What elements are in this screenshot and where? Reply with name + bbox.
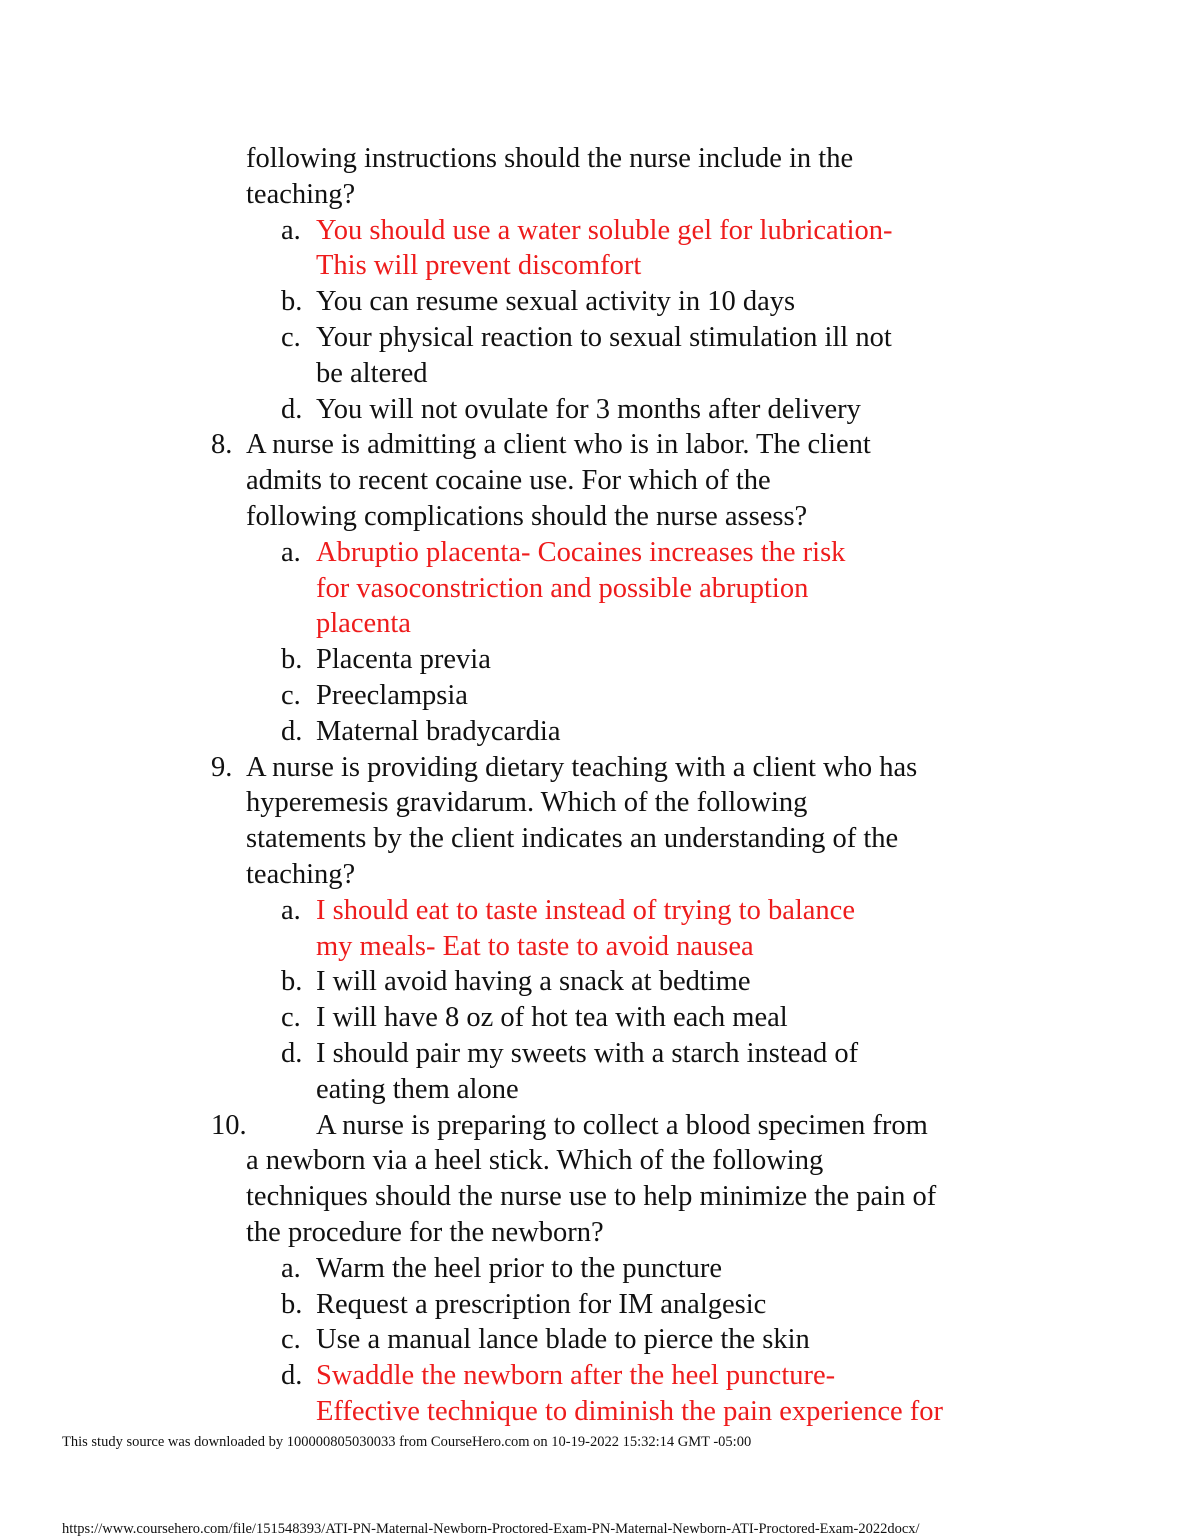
answer-option-a [0,1251,1190,1287]
download-source-notice: This study source was downloaded by 100000805030033 from CourseHero.com on 10-19-2022 15:32:14 GMT -05:00 [62,1434,752,1450]
option-letter: d. [281,1360,303,1392]
question-stem-line: A nurse is providing dietary teaching with a client who has [246,751,918,783]
correct-answer-text: my meals- Eat to taste to avoid nausea [316,930,754,962]
question-stem-line: following complications should the nurse assess? [246,500,808,532]
correct-answer-text: placenta [316,608,411,640]
option-letter: a. [281,1252,301,1284]
option-letter: b. [281,286,303,318]
option-letter: d. [281,393,303,425]
correct-answer-text: You should use a water soluble gel for lubrication- [316,214,893,246]
correct-answer-text: Swaddle the newborn after the heel puncture- [316,1360,836,1392]
question-8 [0,427,1190,749]
option-text: I will avoid having a snack at bedtime [316,966,751,998]
option-letter: b. [281,1288,303,1320]
option-text: Preeclampsia [316,679,468,711]
answer-option-b [0,1287,1190,1323]
answer-option-a [0,535,1190,642]
answer-option-b [0,284,1190,320]
source-url[interactable]: https://www.coursehero.com/file/151548393/ATI-PN-Maternal-Newborn-Proctored-Exam-PN-Maternal-Newborn-ATI-Proctored-Exam-2022docx/ [62,1521,920,1537]
question-stem-line: the procedure for the newborn? [246,1216,604,1248]
question-stem-line: teaching? [246,858,356,890]
option-text: I will have 8 oz of hot tea with each meal [316,1002,788,1034]
correct-answer-text: for vasoconstriction and possible abruption [316,572,809,604]
question-stem-line: A nurse is admitting a client who is in labor. The client [246,429,871,461]
option-letter: d. [281,1037,303,1069]
question-content [0,141,1190,1430]
option-letter: b. [281,966,303,998]
answer-option-b [0,964,1190,1000]
question-stem-line: teaching? [246,178,356,210]
correct-answer-text: Effective technique to diminish the pain experience for [316,1395,944,1427]
answer-option-c [0,678,1190,714]
question-stem-line: hyperemesis gravidarum. Which of the following [246,787,808,819]
option-text: I should pair my sweets with a starch instead of [316,1037,859,1069]
question-7-continuation [0,141,1190,427]
option-text: Placenta previa [316,644,491,676]
option-letter: c. [281,1324,301,1356]
option-text: Request a prescription for IM analgesic [316,1288,767,1320]
correct-answer-text: I should eat to taste instead of trying to balance [316,894,855,926]
correct-answer-text: Abruptio placenta- Cocaines increases the risk [316,536,846,568]
question-stem-line: A nurse is preparing to collect a blood specimen from [316,1109,928,1141]
answer-option-d [0,392,1190,428]
answer-option-c [0,1000,1190,1036]
option-text: You will not ovulate for 3 months after delivery [316,393,861,425]
option-text: eating them alone [316,1073,519,1105]
question-stem-line: following instructions should the nurse include in the [246,143,854,174]
option-text: be altered [316,357,428,389]
option-text: Maternal bradycardia [316,715,561,747]
answer-option-d [0,1036,1190,1108]
question-stem-line: techniques should the nurse use to help minimize the pain of [246,1181,937,1213]
question-10 [0,1108,1190,1430]
answer-option-a [0,893,1190,965]
option-text: Your physical reaction to sexual stimulation ill not [316,321,892,353]
question-number: 10. [211,1109,247,1141]
option-text: Use a manual lance blade to pierce the skin [316,1324,810,1356]
answer-option-a [0,213,1190,285]
option-letter: d. [281,715,303,747]
question-stem-line: statements by the client indicates an understanding of the [246,823,899,855]
option-text: Warm the heel prior to the puncture [316,1252,723,1284]
option-text: You can resume sexual activity in 10 days [316,286,796,318]
answer-option-d [0,714,1190,750]
question-number: 8. [211,429,233,461]
answer-option-c [0,1322,1190,1358]
answer-option-b [0,642,1190,678]
question-stem-line: a newborn via a heel stick. Which of the following [246,1145,824,1177]
option-letter: a. [281,214,301,246]
option-letter: c. [281,679,301,711]
correct-answer-text: This will prevent discomfort [316,250,642,282]
question-stem-line: admits to recent cocaine use. For which of the [246,465,771,497]
option-letter: c. [281,321,301,353]
answer-option-d [0,1358,1190,1430]
option-letter: a. [281,894,301,926]
option-letter: a. [281,536,301,568]
option-letter: c. [281,1002,301,1034]
question-9 [0,750,1190,1108]
question-number: 9. [211,751,233,783]
option-letter: b. [281,644,303,676]
answer-option-c [0,320,1190,392]
